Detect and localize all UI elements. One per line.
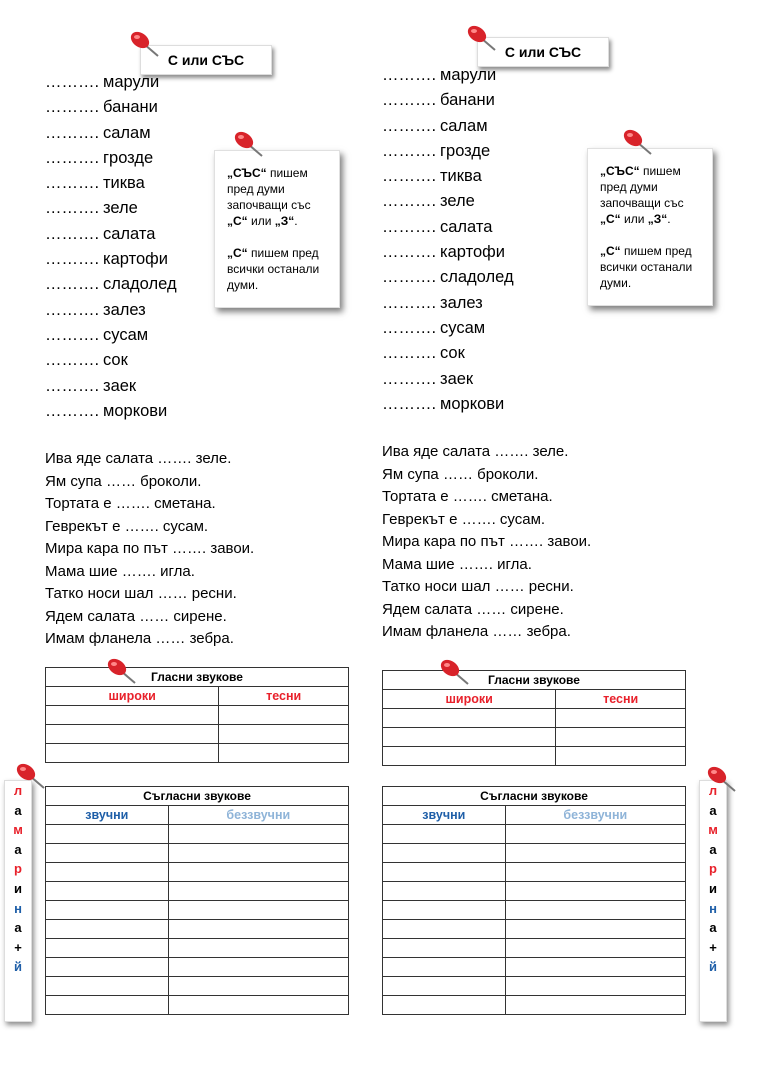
table-row: [383, 958, 686, 977]
sentence: Ям супа …… броколи.: [382, 465, 539, 483]
list-item: ………. моркови: [45, 401, 168, 420]
table-row: [383, 920, 686, 939]
table-row: [383, 709, 686, 728]
consonants-table: [45, 786, 349, 1015]
side-letter: й: [14, 959, 22, 975]
sentence: Ядем салата …… сирене.: [382, 600, 564, 618]
table-row: [383, 825, 686, 844]
list-item: ………. залез: [45, 300, 146, 319]
table-title: Съгласни звукове: [383, 787, 686, 806]
sentence-list: [382, 441, 591, 644]
side-letter: +: [14, 939, 22, 955]
sentence: Татко носи шал …… ресни.: [382, 578, 574, 595]
list-item: ………. заек: [45, 376, 137, 395]
table-row: [46, 920, 349, 939]
side-letter: и: [14, 880, 22, 896]
side-letter: р: [14, 861, 22, 877]
side-letter: а: [709, 802, 717, 818]
table-row: [46, 825, 349, 844]
sentence: Тортата е ……. сметана.: [45, 495, 216, 512]
sentence: Имам фланела …… зебра.: [382, 623, 571, 640]
pushpin-icon: [621, 128, 655, 158]
vowels-table: [45, 667, 349, 763]
list-item: ………. сок: [382, 344, 465, 363]
sentence: Геврекът е ……. сусам.: [45, 517, 209, 535]
rule-note: [214, 150, 340, 308]
column-header: широки: [46, 687, 219, 706]
side-letter: +: [709, 939, 717, 955]
list-item: ………. тиква: [382, 167, 482, 186]
sentence: Татко носи шал …… ресни.: [45, 585, 237, 602]
list-item: ………. заек: [382, 369, 474, 388]
column-header: беззвучни: [505, 806, 685, 825]
list-item: ………. салам: [382, 116, 488, 135]
side-letter-strip: [699, 780, 727, 1022]
table-row: [46, 863, 349, 882]
list-item: ………. банани: [382, 91, 495, 110]
list-item: ………. зеле: [45, 199, 138, 218]
list-item: ………. салам: [45, 123, 151, 142]
side-letter: й: [709, 959, 717, 975]
pushpin-icon: [14, 762, 48, 792]
sentence: Мира кара по път ……. завои.: [45, 540, 255, 557]
list-item: ………. картофи: [382, 243, 505, 262]
table-row: [46, 844, 349, 863]
column-header: тесни: [219, 687, 349, 706]
list-item: ………. моркови: [382, 394, 505, 413]
pushpin-icon: [128, 30, 162, 60]
sentence: Имам фланела …… зебра.: [45, 630, 234, 647]
rule-note: [587, 148, 713, 306]
table-row: [46, 901, 349, 920]
side-letter: н: [709, 900, 717, 916]
column-header: широки: [383, 690, 556, 709]
pushpin-icon: [105, 657, 139, 687]
worksheet-right: [337, 0, 721, 1087]
title: С или СЪС: [167, 52, 245, 68]
list-item: ………. банани: [45, 98, 158, 117]
table-row: [383, 728, 686, 747]
table-row: [46, 882, 349, 901]
rule-text-2: „С“ пишем пред всички останали думи.: [600, 244, 693, 290]
side-letter: а: [709, 841, 717, 857]
list-item: ………. залез: [382, 293, 483, 312]
table-row: [383, 747, 686, 766]
table-row: [383, 882, 686, 901]
title: С или СЪС: [504, 44, 582, 60]
side-letter: м: [13, 822, 23, 838]
sentence: Ядем салата …… сирене.: [45, 607, 227, 625]
vowels-table: [382, 670, 686, 766]
sentence: Мама шие ……. игла.: [382, 555, 532, 573]
table-row: [383, 863, 686, 882]
table-row: [46, 744, 349, 763]
column-header: беззвучни: [168, 806, 348, 825]
rule-text-1: „СЪС“ пишем пред думи започващи със „С“ или „З“.: [600, 164, 684, 226]
list-item: ………. картофи: [45, 250, 168, 269]
table-row: [383, 977, 686, 996]
table-row: [383, 844, 686, 863]
table-title: Гласни звукове: [383, 671, 686, 690]
list-item: ………. сок: [45, 351, 128, 370]
list-item: ………. марули: [45, 73, 160, 91]
side-letter: л: [13, 783, 23, 798]
side-letter: а: [14, 841, 22, 857]
sentence: Ям супа …… броколи.: [45, 472, 202, 490]
table-row: [383, 901, 686, 920]
pushpin-icon: [232, 130, 266, 160]
side-letter: а: [14, 920, 22, 936]
sentence: Мира кара по път ……. завои.: [382, 533, 592, 550]
column-header: звучни: [383, 806, 506, 825]
pushpin-icon: [465, 24, 499, 54]
sentence: Мама шие ……. игла.: [45, 562, 195, 580]
list-item: ………. грозде: [382, 141, 491, 160]
table-title: Съгласни звукове: [46, 787, 349, 806]
list-item: ………. салата: [382, 217, 493, 236]
side-letter: м: [708, 822, 718, 838]
list-item: ………. сусам: [45, 325, 149, 344]
pushpin-icon: [705, 765, 739, 795]
list-item: ………. зеле: [382, 192, 475, 211]
table-row: [383, 939, 686, 958]
side-letter: а: [709, 920, 717, 936]
word-list: [45, 70, 177, 424]
table-row: [46, 706, 349, 725]
table-title: Гласни звукове: [46, 668, 349, 687]
side-letter-strip: [4, 780, 32, 1022]
list-item: ………. салата: [45, 224, 156, 243]
sentence-list: [45, 448, 254, 651]
pushpin-icon: [438, 658, 472, 688]
side-letter: р: [709, 861, 717, 877]
consonants-table: [382, 786, 686, 1015]
list-item: ………. сусам: [382, 318, 486, 337]
side-letter: н: [14, 900, 22, 916]
sentence: Ива яде салата ……. зеле.: [45, 450, 232, 467]
side-letter: л: [708, 783, 718, 798]
column-header: тесни: [556, 690, 686, 709]
sentence: Ива яде салата ……. зеле.: [382, 443, 569, 460]
side-letter: и: [709, 880, 717, 896]
list-item: ………. сладолед: [382, 268, 514, 287]
table-row: [46, 939, 349, 958]
table-row: [46, 977, 349, 996]
rule-text-1: „СЪС“ пишем пред думи започващи със „С“ или „З“.: [227, 166, 311, 228]
table-row: [46, 725, 349, 744]
table-row: [46, 958, 349, 977]
table-row: [46, 996, 349, 1015]
sentence: Тортата е ……. сметана.: [382, 488, 553, 505]
rule-text-2: „С“ пишем пред всички останали думи.: [227, 246, 320, 292]
list-item: ………. грозде: [45, 148, 154, 167]
list-item: ………. марули: [382, 66, 497, 84]
list-item: ………. тиква: [45, 174, 145, 193]
table-row: [383, 996, 686, 1015]
column-header: звучни: [46, 806, 169, 825]
side-letter: а: [14, 802, 22, 818]
list-item: ………. сладолед: [45, 275, 177, 294]
word-list: [382, 63, 514, 417]
sentence: Геврекът е ……. сусам.: [382, 510, 546, 528]
